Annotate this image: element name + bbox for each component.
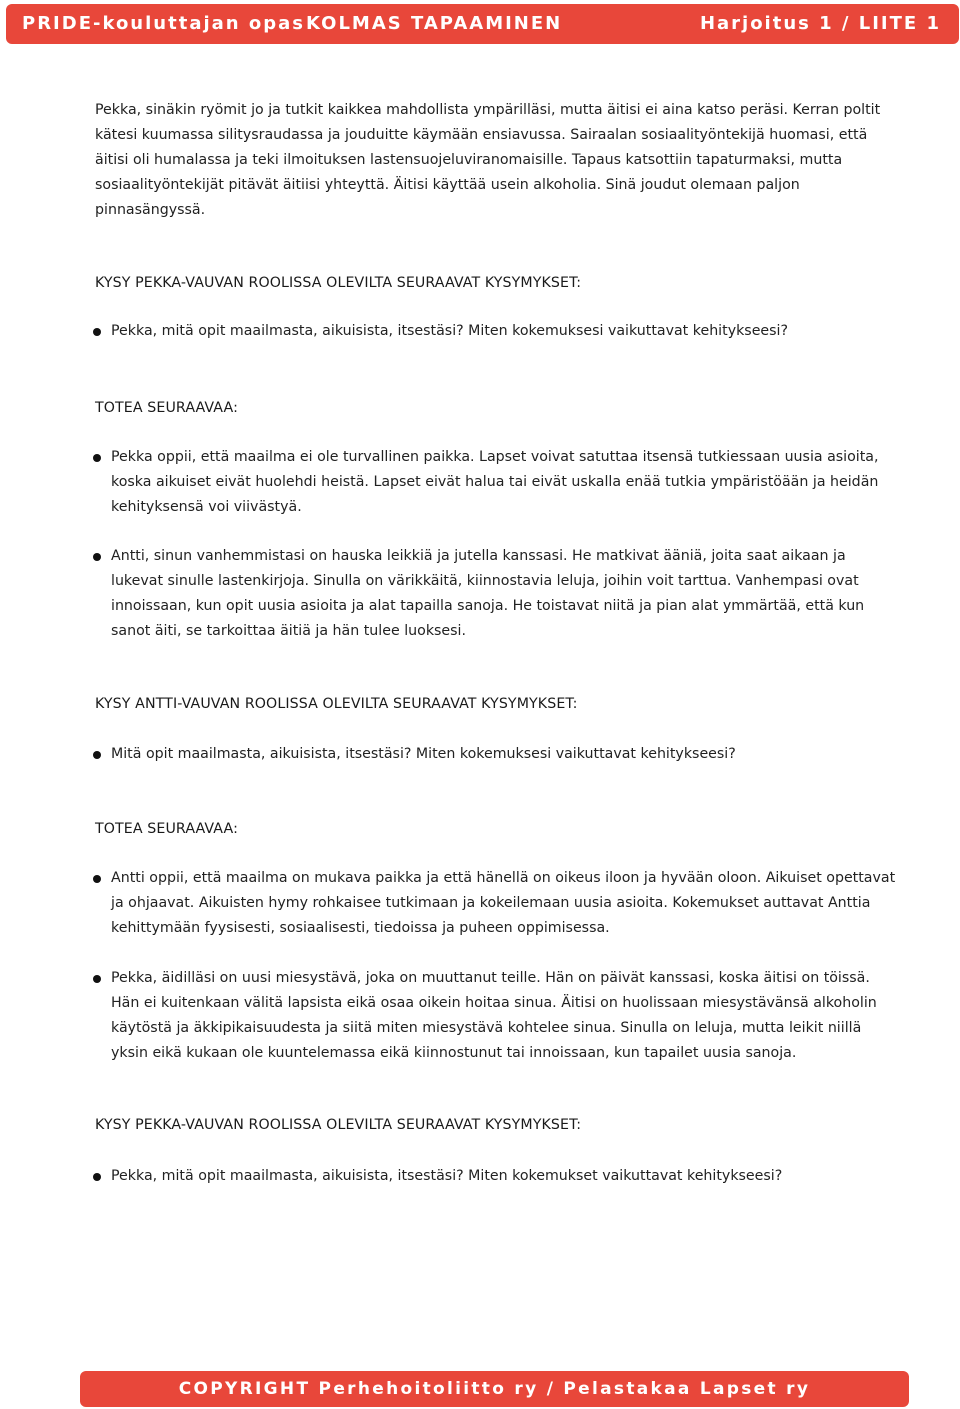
bullet-icon [93, 751, 101, 759]
header-bar [6, 4, 959, 44]
list-item [111, 319, 901, 344]
scenario-text: Antti, sinun vanhemmistasi on hauska leikkiä ja jutella kanssasi. He matkivat ääniä, joita saat aikaan ja lukevat sinulle lastenkirjoja. Sinulla on värikkäitä, kiinnostavia leluja, joihin voit tarttua. Vanhempasi ovat innoissaan, kun opit uusia asioita ja alat tapailla sanoja. He toistavat niitä ja pian alat ymmärtää, että kun sanot äiti, se tarkoittaa äitiä ja hän tulee luoksesi. [111, 548, 865, 639]
statement-text: Antti oppii, että maailma on mukava paikka ja että hänellä on oikeus iloon ja hyvään oloon. Aikuiset opettavat ja ohjaavat. Aikuisten hymy rohkaisee tutkimaan ja kokeilemaan uusia asioita. Kokemukset auttavat Anttia kehittymään fyysisesti, sosiaalisesti, tiedoissa ja puheen oppimisessa. [111, 870, 896, 936]
list-item [111, 966, 901, 1066]
footer-copyright: COPYRIGHT Perhehoitoliitto ry / Pelastakaa Lapset ry [80, 1371, 909, 1407]
list-item [111, 1164, 901, 1189]
section-heading-note: TOTEA SEURAAVAA: [95, 821, 238, 837]
bullet-icon [93, 975, 101, 983]
bullet-icon [93, 553, 101, 561]
header-guide-title: PRIDE-kouluttajan opas [22, 13, 305, 34]
section-heading-ask-pekka: KYSY PEKKA-VAUVAN ROOLISSA OLEVILTA SEURAAVAT KYSYMYKSET: [95, 1117, 582, 1133]
question-text: Mitä opit maailmasta, aikuisista, itsestäsi? Miten kokemuksesi vaikuttavat kehitykseesi? [111, 746, 736, 762]
question-text: Pekka, mitä opit maailmasta, aikuisista, itsestäsi? Miten kokemukset vaikuttavat kehitykseesi? [111, 1168, 783, 1184]
header-meeting-title: KOLMAS TAPAAMINEN [306, 13, 563, 34]
bullet-icon [93, 454, 101, 462]
scenario-text: Pekka, äidilläsi on uusi miesystävä, joka on muuttanut teille. Hän on päivät kanssasi, koska äitisi on töissä. Hän ei kuitenkaan välitä lapsista eikä osaa oikein hoitaa sinua. Äitisi on huolissaan miesystävänsä alkoholin käytöstä ja äkkipikaisuudesta ja siitä miten miesystävä kohtelee sinua. Sinulla on leluja, mutta leikit niillä yksin eikä kukaan ole kuuntelemassa eikä kiinnostunut tai innoissaan, kun tapailet uusia sanoja. [111, 970, 877, 1061]
bullet-icon [93, 875, 101, 883]
intro-paragraph: Pekka, sinäkin ryömit jo ja tutkit kaikkea mahdollista ympärilläsi, mutta äitisi ei aina katso peräsi. Kerran poltit kätesi kuumassa silitysraudassa ja jouduitte käymään ensiavussa. Sairaalan sosiaalityöntekijä huomasi, että äitisi oli humalassa ja teki ilmoituksen lastensuojeluviranomaisille. Tapaus katsottiin tapaturmaksi, mutta sosiaalityöntekijät pitävät äitiisi yhteyttä. Äitisi käyttää usein alkoholia. Sinä joudut olemaan paljon pinnasängyssä. [95, 102, 881, 218]
header-exercise-label: Harjoitus 1 / LIITE 1 [699, 13, 941, 34]
bullet-icon [93, 1173, 101, 1181]
list-item [111, 445, 901, 520]
section-heading-ask-antti: KYSY ANTTI-VAUVAN ROOLISSA OLEVILTA SEURAAVAT KYSYMYKSET: [95, 696, 578, 712]
section-heading-ask-pekka: KYSY PEKKA-VAUVAN ROOLISSA OLEVILTA SEURAAVAT KYSYMYKSET: [95, 275, 582, 291]
list-item [111, 544, 901, 644]
section-heading-note: TOTEA SEURAAVAA: [95, 400, 238, 416]
statement-text: Pekka oppii, että maailma ei ole turvallinen paikka. Lapset voivat satuttaa itsensä tutkiessaan uusia asioita, koska aikuiset eivät huolehdi heistä. Lapset eivät halua tai eivät uskalla enää tutkia ympäristöään ja heidän kehityksensä voi viivästyä. [111, 449, 879, 515]
bullet-icon [93, 328, 101, 336]
question-text: Pekka, mitä opit maailmasta, aikuisista, itsestäsi? Miten kokemuksesi vaikuttavat kehitykseesi? [111, 323, 789, 339]
list-item [111, 866, 901, 941]
list-item [111, 742, 901, 767]
